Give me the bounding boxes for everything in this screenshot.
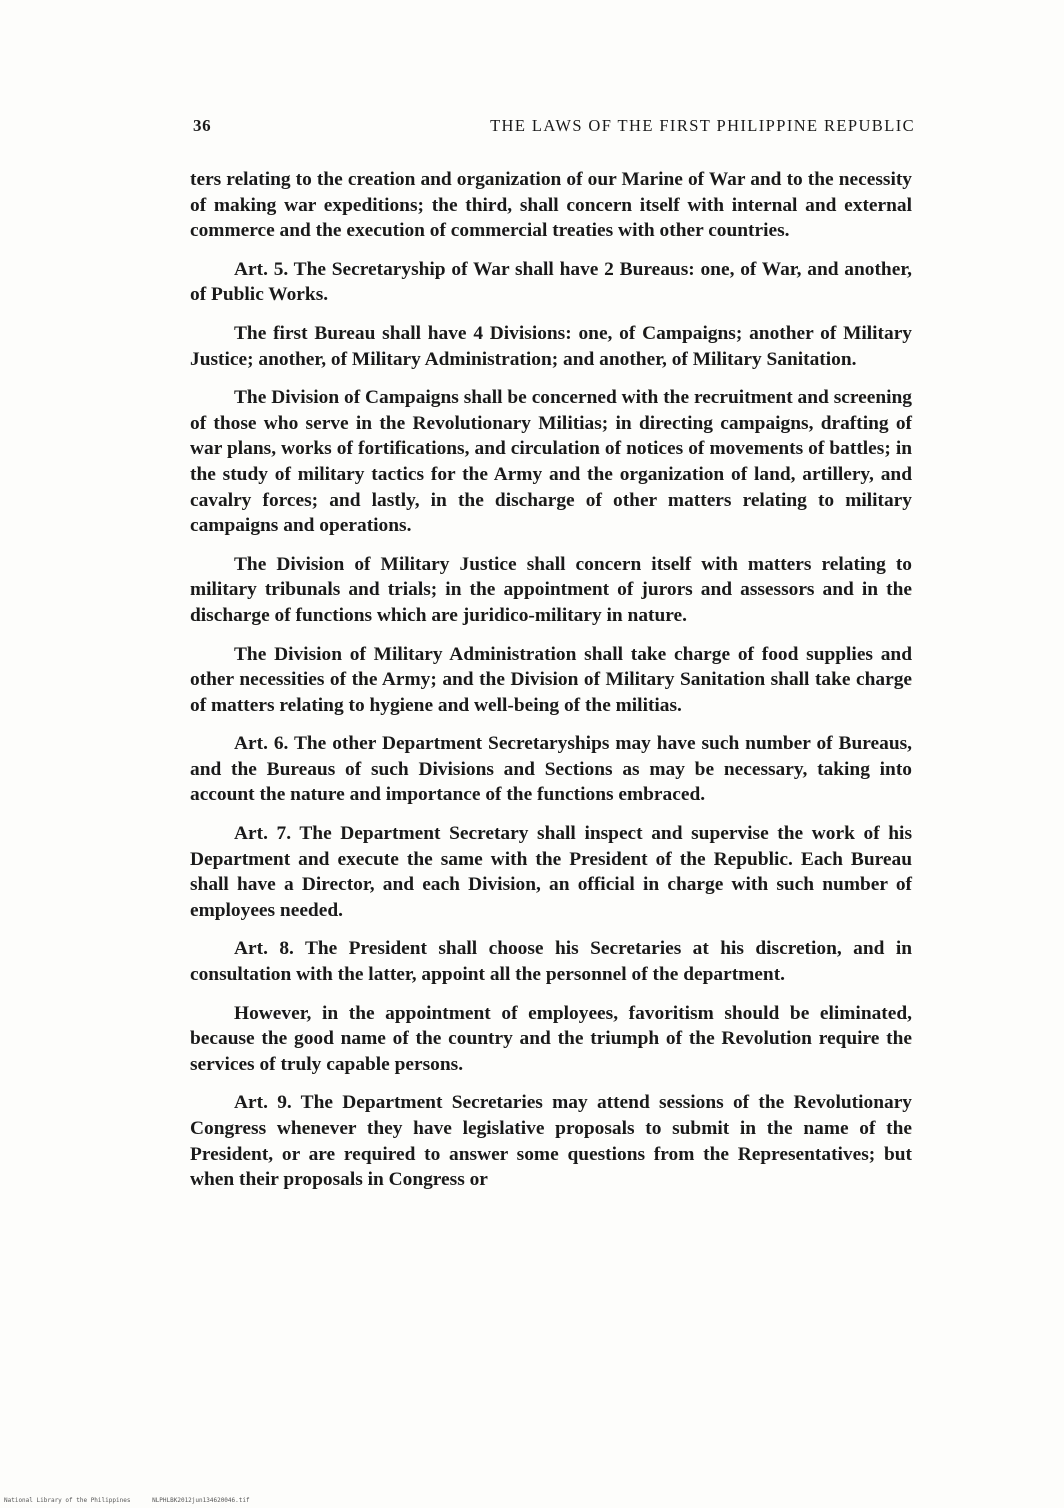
scan-footer [4, 1497, 268, 1504]
footer-file-id: NLPHLBK2012jun134620046.tif [152, 1497, 250, 1504]
paragraph-favoritism: However, in the appointment of employees, favoritism should be eliminated, because the good name of the country and the triumph of the Revolution require the services of truly capable persons. [190, 1002, 912, 1075]
paragraph-art-7: Art. 7. The Department Secretary shall inspect and supervise the work of his Department and execute the same with the President of the Republic. Each Bureau shall have a Director, and each Division, an official in charge with such number of employees needed. [190, 823, 912, 921]
paragraph-first-bureau: The first Bureau shall have 4 Divisions: one, of Campaigns; another of Military Justice; another, of Military Administration; and another, of Military Sanitation. [190, 322, 912, 370]
page-header [193, 116, 915, 140]
paragraph-art-5: Art. 5. The Secretaryship of War shall have 2 Bureaus: one, of War, and another, of Public Works. [190, 258, 912, 306]
paragraph-division-military-justice: The Division of Military Justice shall concern itself with matters relating to military tribunals and trials; in the appointment of jurors and assessors and in the discharge of functions which are juridico-military in nature. [190, 553, 912, 626]
paragraph-art-8: Art. 8. The President shall choose his Secretaries at his discretion, and in consultation with the latter, appoint all the personnel of the department. [190, 938, 912, 986]
running-title: THE LAWS OF THE FIRST PHILIPPINE REPUBLIC [490, 116, 915, 135]
paragraph-division-military-administration: The Division of Military Administration shall take charge of food supplies and other necessities of the Army; and the Division of Military Sanitation shall take charge of matters relating to hygiene and well-being of the militias. [190, 643, 912, 716]
paragraph-art-9: Art. 9. The Department Secretaries may attend sessions of the Revolutionary Congress whenever they have legislative proposals to submit in the name of the President, or are required to answer some questions from the Representatives; but when their proposals in Congress or [190, 1092, 912, 1191]
page-number: 36 [193, 116, 212, 135]
paragraph-art-6: Art. 6. The other Department Secretaryships may have such number of Bureaus, and the Bureaus of such Divisions and Sections as may be necessary, taking into account the nature and importance of the functions embraced. [190, 733, 912, 806]
paragraph-division-campaigns: The Division of Campaigns shall be concerned with the recruitment and screening of those who serve in the Revolutionary Militias; in directing campaigns, drafting of war plans, works of fortifications, and circulation of notices of movements of battles; in the study of military tactics for the Army and the organization of land, artillery, and cavalry forces; and lastly, in the discharge of other matters relating to military campaigns and operations. [190, 387, 912, 537]
footer-library: National Library of the Philippines [4, 1497, 131, 1504]
body-text [190, 167, 912, 1206]
paragraph-continuation: ters relating to the creation and organization of our Marine of War and to the necessity of making war expeditions; the third, shall concern itself with internal and external commerce and the execution of commercial treaties with other countries. [190, 169, 912, 242]
